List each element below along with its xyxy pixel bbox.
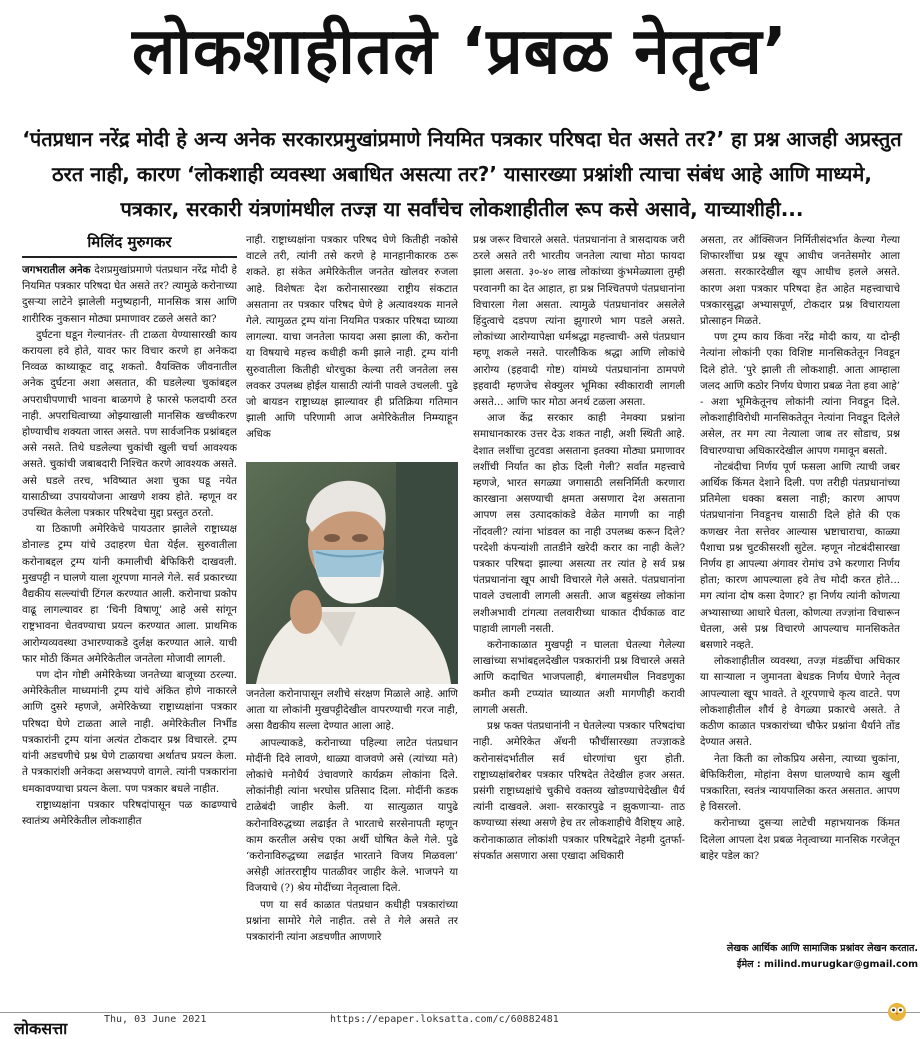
paragraph: देशप्रमुखांप्रमाणे पंतप्रधान नरेंद्र मोदी हे नियमित पत्रकार परिषदा घेत असते तर? त्यामुळे करोनाच्या दुसऱ्या लाटेने झालेली मनुष्यहानी, मानसिक त्रास आणि शारीरिक नुकसान मोठ्या प्रमाणावर टळले असते का? <box>22 264 237 325</box>
paragraph: नेता किती का लोकप्रिय असेना, त्याच्या चुकांना, बेफिकिरीला, मोहांना वेसण घालण्याचे काम खुली पत्रकारिता, स्वतंत्र न्यायपालिका करत असतात. आपण हे विसरलो. <box>700 752 900 814</box>
edition-url[interactable]: https://epaper.loksatta.com/c/60882481 <box>330 1014 559 1025</box>
article-column-2-bottom <box>246 686 458 1004</box>
paragraph: जनतेला करोनापासून लशीचे संरक्षण मिळाले आहे. आणि आता या लोकांनी मुखपट्टीदेखील वापरण्याची गरज नाही, असा वैद्यकीय सल्ला देण्यात आला आहे. <box>246 688 458 733</box>
paragraph: पण दोन गोष्टी अमेरिकेच्या जनतेच्या बाजूच्या ठरल्या. अमेरिकेतील माध्यमांनी ट्रम्प यांचे अंकित होणे नाकारले आणि दुसरे म्हणजे, अमेरिकेच्या राष्ट्राध्यक्षांना पत्रकार परिषदा घेणे टाळता आले नाही. अमेरिकेतील निर्भीड पत्रकारांनी ट्रम्प यांना अत्यंत टोकदार प्रश्न विचारले. ट्रम्प यांनी अडचणीचे प्रश्न घेणे टाळायचा अर्थातच प्रयत्न केला. ते पत्रकारांशी अनेकदा असभ्यपणे वागले. त्यांनी पत्रकारांना धमकावण्याचा प्रयत्न केला. पण पत्रकार बधले नाहीत. <box>22 669 237 795</box>
email-label: ईमेल : <box>736 959 761 970</box>
article-column-2-top <box>246 232 458 458</box>
photo-illustration <box>246 462 458 684</box>
article-column-1 <box>22 262 237 1004</box>
author-email[interactable]: milind.murugkar@gmail.com <box>764 959 918 970</box>
article-photo <box>246 462 458 684</box>
edition-date: Thu, 03 June 2021 <box>104 1014 207 1025</box>
byline: मिलिंद मुरुगकर <box>22 232 237 258</box>
headline: लोकशाहीतले ‘प्रबळ नेतृत्व’ <box>132 15 788 89</box>
paragraph: राष्ट्राध्यक्षांना पत्रकार परिषदांपासून पळ काढण्याचे स्वातंत्र्य अमेरिकेतील लोकशाहीत <box>22 798 237 827</box>
author-note: लेखक आर्थिक आणि सामाजिक प्रश्नांवर लेखन करतात. <box>726 943 918 954</box>
paragraph: प्रश्न जरूर विचारले असते. पंतप्रधानांना ते त्रासदायक जरी ठरले असते तरी भारतीय जनतेला त्याचा मोठा फायदा झाला असता. ३०-४० लाख लोकांच्या कुंभमेळ्याला तुम्ही परवानगी का देत आहात, हा प्रश्न निश्चितपणे पंतप्रधानांना विचारला गेला असता. त्यामुळे पंतप्रधानांवर असलेले हिंदुत्वाचे दडपण त्यांना झुगारणे भाग पडले असते. लोकांच्या आरोग्यापेक्षा धर्मश्रद्धा महत्त्वाची- असे पंतप्रधान म्हणू शकले नसते. पारलौकिक श्रद्धा आणि लोकांचे आरोग्य (इहवादी गोष्ट) यांमध्ये पंतप्रधानांना ठामपणे इहवादी म्हणजेच सेक्युलर भूमिका स्वीकारावी लागली असते... आणि फार मोठा अनर्थ टळला असता. <box>473 234 685 409</box>
paragraph: पण या सर्व काळात पंतप्रधान कधीही पत्रकारांच्या प्रश्नांना सामोरे गेले नाहीत. तसे ते गेले असते तर पत्रकारांनी त्यांना अडचणीत आणणारे <box>246 898 458 944</box>
paragraph: प्रश्न फक्त पंतप्रधानांनी न घेतलेल्या पत्रकार परिषदांचा नाही. अमेरिकेत अँथनी फौचींसारख्या तज्ज्ञाकडे करोनासंदर्भातील सर्व धोरणांचा धुरा होती. राष्ट्राध्यक्षांबरोबर पत्रकार परिषदेत तेदेखील हजर असत. प्रसंगी राष्ट्राध्यक्षांचे चुकीचे वक्तव्य खोडण्याचेदेखील धैर्य त्यांनी दाखवले. अशा- सरकारपुढे न झुकणाऱ्या- ताठ कण्याच्या संस्था असणे हेच तर लोकशाहीचे वैशिष्ट्य आहे. करोनाकाळात लोकांशी पत्रकार परिषदेद्वारे नेहमी दुतर्फा-संपर्कात असणारा असा एखादा अधिकारी <box>473 720 685 862</box>
article-column-4 <box>700 232 900 937</box>
logo-text: लोकसत्ता <box>14 1019 68 1038</box>
paragraph: नोटबंदीचा निर्णय पूर्ण फसला आणि त्याची जबर आर्थिक किंमत देशाने दिली. पण तरीही पंतप्रधानांच्या प्रतिमेला धक्का बसला नाही; कारण आपण पंतप्रधानांना निवडूनच यासाठी दिले होते की एक कणखर नेता सत्तेवर आल्यास भ्रष्टाचाराचा, काळ्या पैशाचा प्रश्न चुटकीसरशी सुटेल. म्हणून नोटबंदीसारखा निर्णय हा आपल्या अंगावर रोमांच उभे करणारा निर्णय होता; कारण आपल्याला हवे तेच मोदी करत होते... मग त्यांना दोष कसा देणार? हा निर्णय त्यांनी कोणत्या अभ्यासाच्या आधारे घेतला, कोणत्या तज्ज्ञांना विचारून घेतला, असे प्रश्न विचारणे आपल्याच मानसिकतेत बसणारे नव्हते. <box>700 460 900 652</box>
paragraph: नाही. राष्ट्राध्यक्षांना पत्रकार परिषद घेणे कितीही नकोसे वाटले तरी, त्यांनी तसे करणे हे मानहानीकारक ठरू शकते. हा संकेत अमेरिकेतील जनतेत खोलवर रुजला आहे. विशेषतः देश करोनासारख्या राष्ट्रीय संकटात असताना तर पत्रकार परिषद घेणे हे अत्यावश्यक मानले गेले. त्यामुळत ट्रम्प यांना नियमित पत्रकार परिषदा घ्याव्या लागल्या. याचा जनतेला फायदा असा झाला की, करोना या विषयाचे महत्त्व कधीही कमी झाले नाही. ट्रम्प यांनी सुरुवातीला कितीही धोरचुका केल्या तरी जनतेला लस लवकर उपलब्ध होईल यासाठी त्यांनी पावले उचलली. पुढे जो बायडन राष्ट्राध्यक्ष झाल्यावर ही प्रतिक्रिया गतिमान झाली आणि परिणामी आज अमेरिकेतील निम्म्याहून अधिक <box>246 234 458 441</box>
paragraph: करोनाकाळात मुखपट्टी न घालता घेतल्या गेलेल्या लाखांच्या सभांबद्दलदेखील पत्रकारांनी प्रश्न विचारले असते आणि कदाचित भाजपलाही, बंगालमधील निवडणुका कमीत कमी टप्प्यांत घ्याव्यात अशी मागणीही करावी लागली असती. <box>473 639 685 716</box>
article-column-3 <box>473 232 685 1004</box>
deck: ‘पंतप्रधान नरेंद्र मोदी हे अन्य अनेक सरकारप्रमुखांप्रमाणे नियमित पत्रकार परिषदा घेत असते तर?’ हा प्रश्न आजही अप्रस्तुत ठरत नाही, कारण ‘लोकशाही व्यवस्था अबाधित असत्या तर?’ यासारख्या प्रश्नांशी त्याचा संबंध आहे आणि माध्यमे, पत्रकार, सरकारी यंत्रणांमधील तज्ज्ञ या सर्वांचेच लोकशाहीतील रूप कसे असावे, याच्याशीही... <box>22 127 902 221</box>
lead-in: जगभरातील अनेक <box>22 264 91 276</box>
edition-meta <box>104 1014 206 1026</box>
paragraph: पण ट्रम्प काय किंवा नरेंद्र मोदी काय, या दोन्ही नेत्यांना लोकांनी एका विशिष्ट मानसिकतेतून निवडून दिले होते. ‘पुरे झाली ती लोकशाही. आता आम्हाला जलद आणि कठोर निर्णय घेणारा प्रबळ नेता हवा आहे’ - अशा भूमिकेतूनच लोकांनी त्यांना निवडून दिले. लोकशाहीविरोधी मानसिकतेतून नेत्यांना निवडून दिलेले असेल, तर मग त्या नेत्याला जाब तर सोडाच, प्रश्न विचारण्याचा अधिकारदेखील आपण गमावून बसतो. <box>700 331 900 457</box>
paragraph: या ठिकाणी अमेरिकेचे पायउतार झालेले राष्ट्राध्यक्ष डोनाल्ड ट्रम्प यांचे उदाहरण घेता येईल. सुरुवातीला करोनाबद्दल ट्रम्प यांनी कमालीची बेफिकिरी दाखवली. मुखपट्टी न घालणे याला शूरपणा मानले गेले. सर्व प्रकारच्या वैद्यकीय सल्ल्यांची टिंगल करण्यात आली. करोनाचा प्रकोप वाढू लागल्यावर हा ‘चिनी विषाणू’ आहे असे सांगून राष्ट्रभावना चेतवण्याचा प्रयत्न करण्यात आला. प्राथमिक आरोग्यव्यवस्था उभारण्याकडे दुर्लक्ष करण्यात आले. याची फार मोठी किंमत अमेरिकेतील जनतेला मोजावी लागली. <box>22 523 237 665</box>
paragraph: लोकशाहीतील व्यवस्था, तज्ज्ञ मंडळींचा अधिकार या साऱ्याला न जुमानता बेधडक निर्णय घेणारे नेतृत्व आपल्याला खूप भावते. ते शूरपणाचे कृत्य वाटते. पण लोकशाहीतील शौर्य हे वेगळ्या प्रकारचे असते. ते कठीण काळात पत्रकारांच्या चौफेर प्रश्नांना धैर्याने तोंड देण्यात असते. <box>700 655 900 749</box>
paragraph: आपल्याकडे, करोनाच्या पहिल्या लाटेत पंतप्रधान मोदींनी दिवे लावणे, थाळ्या वाजवणे असे (त्यांच्या मते) लोकांचे मनोधैर्य उंचावणारे कार्यक्रम लोकांना दिले. लोकांनीही त्यांना भरघोस प्रतिसाद दिला. मोदींनी कडक टाळेबंदी जाहीर केली. या सात्युळात यापुढे करोनाविरुद्धच्या लढाईत ते भारताचे सरसेनापती म्हणून काम करतील असेच एका अर्थी घोषित केले गेले. पुढे ‘करोनाविरुद्धच्या लढाईत भारताने विजय मिळवला’ असेही आंतरराष्ट्रीय पातळीवर जाहीर केले. भाजपने या विजयाचे (?) श्रेय मोदींच्या नेतृत्वाला दिले. <box>246 736 458 895</box>
paragraph: करोनाच्या दुसऱ्या लाटेची महाभयानक किंमत दिलेला आपला देश प्रबळ नेतृत्वाच्या मानसिक गरजेतून बाहेर पडेल का? <box>700 817 900 862</box>
author-credit <box>700 941 918 973</box>
owl-icon <box>886 1000 908 1022</box>
paragraph: आज केंद्र सरकार काही नेमक्या प्रश्नांना समाधानकारक उत्तर देऊ शकत नाही, अशी स्थिती आहे. देशात लशींचा तुटवडा असताना इतक्या मोठ्या प्रमाणावर लशींची निर्यात का होऊ दिली गेली? सर्वात महत्त्वाचे म्हणजे, भारत सगळ्या जगासाठी लसनिर्मिती करणारा कारखाना असण्याची क्षमता असणारा देश असताना आपण लस उत्पादकांकडे वेळेत मागणी का नाही नोंदवली? त्यांना भांडवल का नाही उपलब्ध करून दिले? परदेशी कंपन्यांशी तातडीने खरेदी करार का नाही केले? पत्रकार परिषदा झाल्या असत्या तर त्यांत हे सर्व प्रश्न पंतप्रधानांना खूप आधी विचारले गेले असते. पंतप्रधानांना पावले उचलावी लागली असती. आज बहुसंख्य लोकांना लशीअभावी टांगत्या तलवारीच्या धाकात दीर्घकाळ वाट पाहावी लागली नसती. <box>473 412 685 635</box>
paragraph: असता, तर ऑक्सिजन निर्मितीसंदर्भात केल्या गेल्या शिफारशींचा प्रश्न खूप आधीच जनतेसमोर आला असता. सरकारदेखील खूप आधीच हलले असते. कारण अशा पत्रकार परिषदा हेत आहेत महत्त्वाचाचे पत्रकारसुद्धा अभ्यासपूर्ण, टोकदार प्रश्न विचारायला प्रोत्साहन मिळते. <box>700 234 900 328</box>
paragraph: दुर्घटना घडून गेल्यानंतर- ती टाळता येण्यासारखी काय करायला हवे होते, यावर फार विचार करणे हा अनेकदा निव्वळ काथ्याकूट वाटू शकतो. वैयक्तिक जीवनातील अनेक दुर्घटना अशा असतात, की घडलेल्या चुकांबद्दल अपराधीपणाची भावना बाळगणे हे फारसे फलदायी ठरत नाही. अपराधित्वाच्या ओझ्याखाली मानसिक खच्चीकरण होण्याचीच शक्यता जास्त असते. पण सार्वजनिक प्रश्नांबद्दल असे नसते. तिथे घडलेल्या चुकांची खुली चर्चा आवश्यक असते. चुकांची जबाबदारी निश्चित करणे आवश्यक असते. असे घडले तरच, भविष्यात अशा चुका घडू नयेत यासाठीच्या उपाययोजना आखणे शक्य होते. म्हणून वर उपस्थित केलेला पत्रकार परिषदेचा मुद्दा प्रस्तुत ठरतो. <box>22 328 237 520</box>
newspaper-logo <box>14 1017 67 1039</box>
